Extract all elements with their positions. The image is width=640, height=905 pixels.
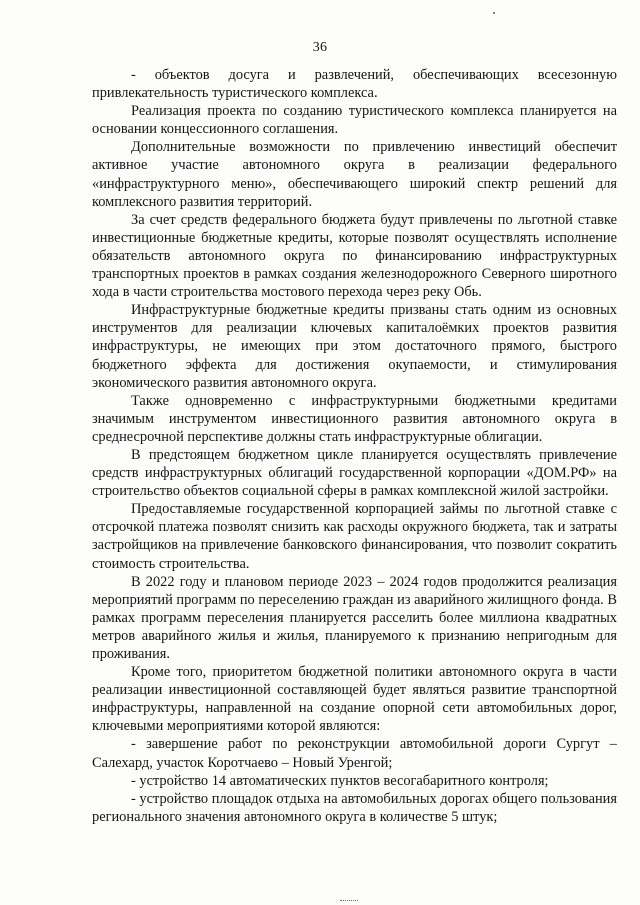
paragraph-dom-rf: В предстоящем бюджетном цикле планируется осуществлять привлечение средств инфраструктурных облигаций государственной корпорации «ДОМ.РФ» на строительство объектов социальной сферы в рамках комплексной жилой застройки. (92, 446, 617, 500)
scan-speck (493, 12, 495, 14)
paragraph-loans: Предоставляемые государственной корпорацией займы по льготной ставке с отсрочкой платежа позволят снизить как расходы окружного бюджета, так и затраты застройщиков на привлечение банковского финансирования, что позволит сократить стоимость строительства. (92, 501, 617, 572)
paragraph-concession: Реализация проекта по созданию туристического комплекса планируется на основании концессионного соглашения. (92, 103, 617, 138)
paragraph-infrastructure-bonds: Также одновременно с инфраструктурными бюджетными кредитами значимым инструментом инвестиционного развития автономного округа в среднесрочной перспективе должны стать инфраструктурные облигации. (92, 392, 617, 445)
paragraph-credit-instruments: Инфраструктурные бюджетные кредиты призваны стать одним из основных инструментов для реализации ключевых капиталоёмких проектов развития инфраструктуры, не имеющих при этом достаточного прямого, быстрого бюджетного эффекта для достижения окупаемости, и стимулирования экономического развития автономного округа. (92, 302, 617, 391)
scan-artifact-dots (340, 899, 358, 901)
paragraph-leisure-facilities: - объектов досуга и развлечений, обеспечивающих всесезонную привлекательность туристического комплекса. (92, 67, 617, 102)
list-item-rest-areas: - устройство площадок отдыха на автомобильных дорогах общего пользования регионального значения автономного округа в количестве 5 штук; (92, 790, 617, 825)
page-number: 36 (312, 40, 328, 55)
list-item-road-reconstruction: - завершение работ по реконструкции автомобильной дороги Сургут – Салехард, участок Коротчаево – Новый Уренгой; (92, 736, 617, 771)
paragraph-infrastructure-menu: Дополнительные возможности по привлечению инвестиций обеспечит активное участие автономного округа в реализации федерального «инфраструктурного меню», обеспечивающего широкий спектр решений для комплексного развития территорий. (92, 139, 617, 210)
document-body (92, 66, 617, 826)
list-item-weight-control: - устройство 14 автоматических пунктов весогабаритного контроля; (131, 772, 549, 789)
paragraph-budget-credits: За счет средств федерального бюджета будут привлечены по льготной ставке инвестиционные бюджетные кредиты, которые позволят осуществлять исполнение обязательств автономного округа по финансированию инфраструктурных транспортных проектов в рамках создания железнодорожного Северного широтного хода в части строительства мостового перехода через реку Обь. (92, 211, 617, 301)
paragraph-transport-priority: Кроме того, приоритетом бюджетной политики автономного округа в части реализации инвестиционной составляющей будет являться развитие транспортной инфраструктуры, направленной на создание опорной сети автомобильных дорог, ключевыми мероприятиями которой являются: (92, 664, 617, 735)
paragraph-resettlement: В 2022 году и плановом периоде 2023 – 2024 годов продолжится реализация мероприятий программ по переселению граждан из аварийного жилищного фонда. В рамках программ переселения планируется расселить более миллиона квадратных метров аварийного жилья и жилья, планируемого к признанию непригодным для проживания. (92, 573, 617, 662)
